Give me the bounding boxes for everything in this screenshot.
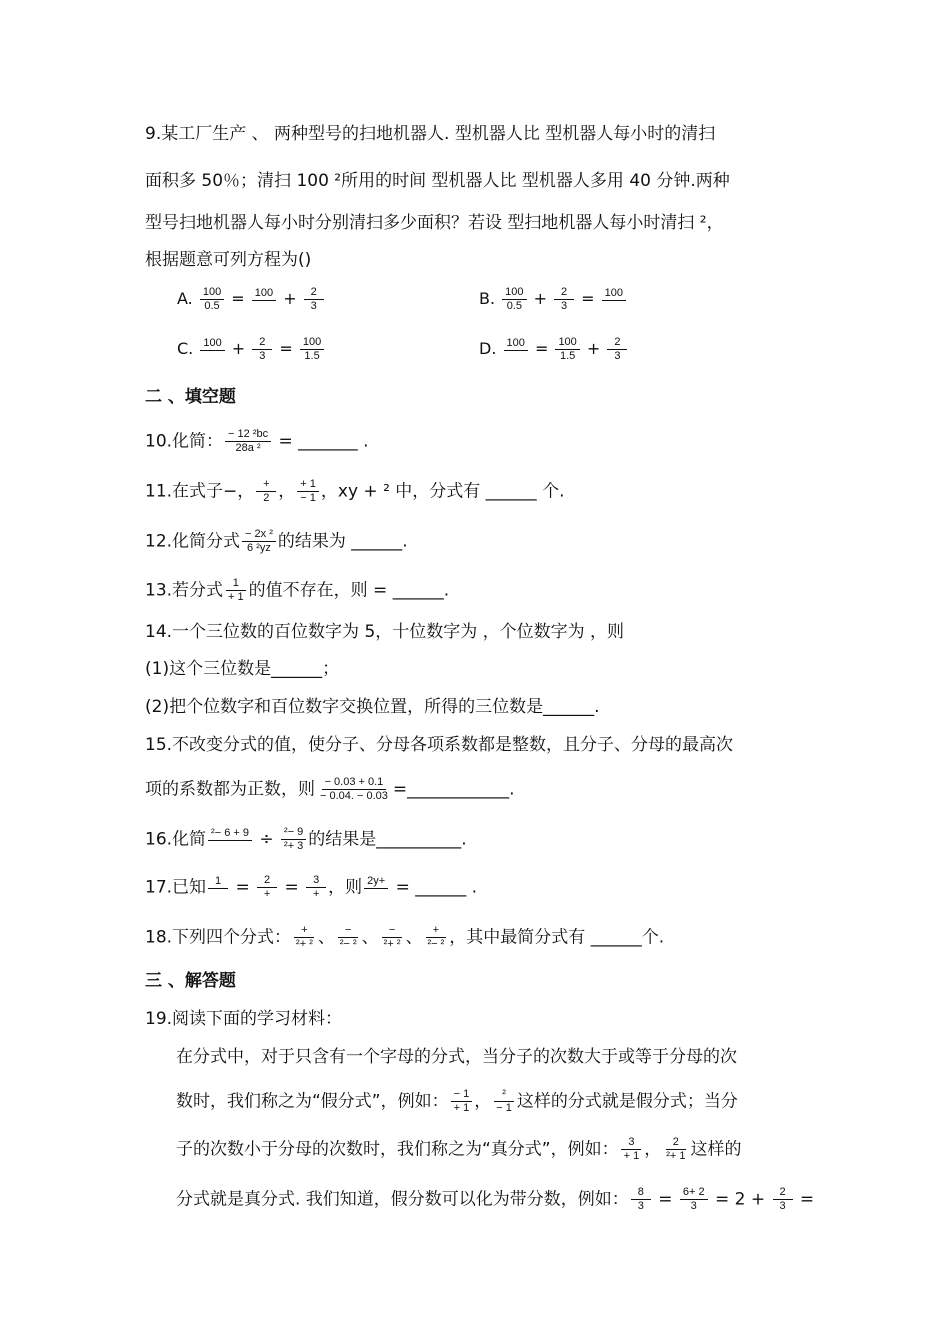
q19-p4: 分式就是真分式. 我们知道，假分数可以化为带分数，例如： $\frac{8}{3}$ = $\frac{6+ 2}{3}$ = 2 + $\frac{2}{3}$ = — [176, 1186, 815, 1212]
q14-sub2: (2)把个位数字和百位数字交换位置，所得的三位数是______. — [145, 697, 600, 717]
q19-p3: 子的次数小于分母的次数时，我们称之为“真分式”，例如： $\frac{3}{+ 1}$ ， $\frac{2}{\text{²+ 1}}$ 这样的 — [176, 1136, 742, 1162]
q19-title: 19.阅读下面的学习材料： — [145, 1009, 343, 1029]
q12: 12.化简分式 $\frac{\text{− 2x ²}}{\text{6 ²yz}}$ 的结果为 ______. — [145, 528, 408, 554]
q9-line4: 根据题意可列方程为() — [145, 250, 312, 270]
q9-line3: 型号扫地机器人每小时分别清扫多少面积？若设 型扫地机器人每小时清扫 ²， — [145, 213, 724, 233]
q17: 17.已知 1 = $\frac{2}{+}$ = $\frac{3}{+}$ ，则 2y+ = ______ . — [145, 874, 478, 900]
q13: 13.若分式 $\frac{1}{+ 1}$ 的值不存在，则 = ______. — [145, 577, 450, 603]
q19-p2: 数时，我们称之为“假分式”，例如： $\frac{- 1}{+ 1}$ ， $\frac{\text{²}}{- 1}$ 这样的分式就是假分式；当分 — [176, 1088, 738, 1114]
q11: 11.在式子−， $\frac{+}{2}$ ， $\frac{+ 1}{- 1}$ ，xy + ² 中，分式有 ______ 个. — [145, 478, 565, 504]
q9-option-b: B. $\frac{100}{0.5}$ + $\frac{2}{3}$ = 100 — [479, 286, 628, 313]
q18: 18.下列四个分式： $\frac{+}{\text{²+ ²}}$ 、 $\frac{-}{\text{²− ²}}$ 、 $\frac{-}{\text{²+ ²}}$ 、 $\frac{+}{\text{²− ²}}$ ，其中最简分式有 ______个. — [145, 924, 665, 950]
q9-line2: 面积多 50％；清扫 100 ²所用的时间 型机器人比 型机器人多用 40 分钟.两种 — [145, 171, 730, 191]
q9-line1: 9.某工厂生产 、 两种型号的扫地机器人. 型机器人比 型机器人每小时的清扫 — [145, 124, 716, 144]
q10: 10.化简： $\frac{\text{− 12 ²bc}}{\text{28a ²}}$ = _______ . — [145, 428, 369, 454]
section-heading-solve: 三 、解答题 — [145, 971, 236, 991]
q9-option-a: A. $\frac{100}{0.5}$ = 100 + $\frac{2}{3}$ — [177, 286, 326, 313]
q15-line1: 15.不改变分式的值，使分子、分母各项系数都是整数，且分子、分母的最高次 — [145, 735, 734, 755]
q14-sub1: (1)这个三位数是______； — [145, 659, 340, 679]
q9-option-d: D. 100 = $\frac{100}{1.5}$ + $\frac{2}{3}$ — [479, 336, 629, 363]
q16: 16.化简 ²− 6 + 9 ÷ $\frac{\text{²− 9}}{\text{²+ 3}}$ 的结果是__________. — [145, 826, 467, 852]
q14-line1: 14.一个三位数的百位数字为 5，十位数字为 ，个位数字为 ，则 — [145, 622, 625, 642]
q19-p1: 在分式中，对于只含有一个字母的分式，当分子的次数大于或等于分母的次 — [176, 1047, 737, 1067]
q15-line2: 项的系数都为正数，则 $\frac{- 0.03 + 0.1}{- 0.04. - 0.03}$ =____________. — [145, 776, 515, 802]
q9-option-c: C. 100 + $\frac{2}{3}$ = $\frac{100}{1.5}$ — [177, 336, 326, 363]
section-heading-fill-in: 二 、填空题 — [145, 387, 236, 407]
